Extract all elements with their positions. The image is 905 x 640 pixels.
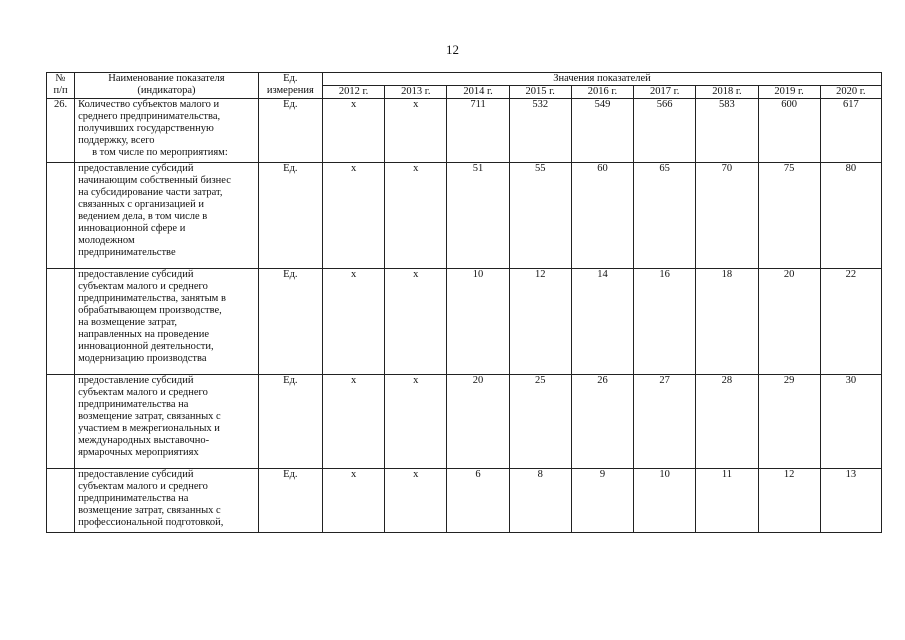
header-year: 2014 г.	[447, 86, 509, 99]
indicator-name	[75, 469, 259, 533]
indicator-name-line: молодежном	[78, 235, 135, 246]
value-cell: 75	[758, 163, 820, 269]
table-body	[47, 99, 882, 533]
value-cell: 10	[447, 269, 509, 375]
header-year: 2020 г.	[820, 86, 881, 99]
value-cell: х	[322, 163, 384, 269]
row-number	[47, 469, 75, 533]
value-cell: 10	[634, 469, 696, 533]
value-cell: 27	[634, 375, 696, 469]
indicator-name-line: ярмарочных мероприятиях	[78, 447, 199, 458]
value-cell: 51	[447, 163, 509, 269]
value-cell: 566	[634, 99, 696, 163]
unit-cell: Ед.	[258, 99, 322, 163]
value-cell: 8	[509, 469, 571, 533]
indicator-name-line: предоставление субсидий	[78, 269, 194, 280]
indicator-name-line: предпринимательстве	[78, 247, 176, 258]
indicator-name-line: обрабатывающем производстве,	[78, 305, 222, 316]
indicator-name-line: модернизацию производства	[78, 353, 207, 364]
value-cell: 20	[447, 375, 509, 469]
header-year: 2018 г.	[696, 86, 758, 99]
value-cell: 12	[758, 469, 820, 533]
indicator-name-line: среднего предпринимательства,	[78, 111, 221, 122]
row-number	[47, 375, 75, 469]
indicator-name-line: возмещение затрат, связанных с	[78, 411, 221, 422]
indicator-name	[75, 99, 259, 163]
value-cell: 11	[696, 469, 758, 533]
indicator-name-line: участием в межрегиональных и	[78, 423, 220, 434]
value-cell: х	[385, 163, 447, 269]
page-number: 12	[446, 42, 459, 57]
row-number	[47, 163, 75, 269]
header-year: 2015 г.	[509, 86, 571, 99]
indicator-name-sub: в том числе по мероприятиям:	[92, 147, 228, 158]
indicator-name	[75, 375, 259, 469]
value-cell: 18	[696, 269, 758, 375]
indicator-name-line: предоставление субсидий	[78, 469, 194, 480]
header-name: Наименование показателя (индикатора)	[75, 73, 259, 99]
table-row	[47, 269, 882, 375]
indicator-name-line: субъектам малого и среднего	[78, 281, 208, 292]
table-row	[47, 469, 882, 533]
unit-cell: Ед.	[258, 163, 322, 269]
indicator-name-line: на субсидирование части затрат,	[78, 187, 223, 198]
indicator-name-line: предпринимательства на	[78, 399, 189, 410]
value-cell: 20	[758, 269, 820, 375]
value-cell: 549	[571, 99, 633, 163]
value-cell: 70	[696, 163, 758, 269]
indicator-name	[75, 269, 259, 375]
value-cell: х	[385, 469, 447, 533]
unit-cell: Ед.	[258, 469, 322, 533]
header-year: 2017 г.	[634, 86, 696, 99]
value-cell: 583	[696, 99, 758, 163]
value-cell: х	[322, 269, 384, 375]
value-cell: 600	[758, 99, 820, 163]
indicator-name-line: возмещение затрат, связанных с	[78, 505, 221, 516]
indicator-name-line: Количество субъектов малого и	[78, 99, 220, 110]
indicator-name-line: начинающим собственный бизнес	[78, 175, 231, 186]
value-cell: 13	[820, 469, 881, 533]
value-cell: 28	[696, 375, 758, 469]
indicator-name-line: на возмещение затрат,	[78, 317, 178, 328]
value-cell: 22	[820, 269, 881, 375]
value-cell: 65	[634, 163, 696, 269]
indicator-name-line: ведением дела, в том числе в	[78, 211, 208, 222]
value-cell: 532	[509, 99, 571, 163]
indicator-name-line: предоставление субсидий	[78, 375, 194, 386]
value-cell: 55	[509, 163, 571, 269]
unit-cell: Ед.	[258, 269, 322, 375]
indicator-name-line: получивших государственную	[78, 123, 214, 134]
indicator-name-line: связанных с организацией и	[78, 199, 204, 210]
header-unit: Ед. измерения	[258, 73, 322, 99]
indicator-name-line: инновационной деятельности,	[78, 341, 214, 352]
header-num: № п/п	[47, 73, 75, 99]
indicator-name-line: предпринимательства, занятым в	[78, 293, 226, 304]
value-cell: 711	[447, 99, 509, 163]
indicator-name-line: инновационной сфере и	[78, 223, 186, 234]
header-year: 2013 г.	[385, 86, 447, 99]
value-cell: 25	[509, 375, 571, 469]
indicator-name	[75, 163, 259, 269]
value-cell: 30	[820, 375, 881, 469]
value-cell: 14	[571, 269, 633, 375]
value-cell: 29	[758, 375, 820, 469]
value-cell: 26	[571, 375, 633, 469]
value-cell: х	[385, 269, 447, 375]
value-cell: 6	[447, 469, 509, 533]
indicator-name-line: субъектам малого и среднего	[78, 387, 208, 398]
header-year: 2019 г.	[758, 86, 820, 99]
unit-cell: Ед.	[258, 375, 322, 469]
value-cell: х	[385, 99, 447, 163]
indicator-name-line: предпринимательства на	[78, 493, 189, 504]
value-cell: 617	[820, 99, 881, 163]
header-values-title: Значения показателей	[322, 73, 881, 86]
value-cell: х	[322, 375, 384, 469]
indicators-table	[46, 72, 882, 533]
value-cell: х	[322, 469, 384, 533]
value-cell: 16	[634, 269, 696, 375]
header-year: 2016 г.	[571, 86, 633, 99]
value-cell: 60	[571, 163, 633, 269]
table-row	[47, 375, 882, 469]
indicators-table-wrapper	[46, 72, 882, 533]
indicator-name-line: профессиональной подготовкой,	[78, 517, 224, 528]
table-row	[47, 99, 882, 163]
value-cell: 80	[820, 163, 881, 269]
value-cell: 12	[509, 269, 571, 375]
indicator-name-line: направленных на проведение	[78, 329, 209, 340]
indicator-name-line: поддержку, всего	[78, 135, 155, 146]
indicator-name-line: международных выставочно-	[78, 435, 210, 446]
table-row	[47, 163, 882, 269]
value-cell: х	[322, 99, 384, 163]
header-year: 2012 г.	[322, 86, 384, 99]
row-number: 26.	[47, 99, 75, 163]
row-number	[47, 269, 75, 375]
value-cell: х	[385, 375, 447, 469]
value-cell: 9	[571, 469, 633, 533]
indicator-name-line: субъектам малого и среднего	[78, 481, 208, 492]
indicator-name-line: предоставление субсидий	[78, 163, 194, 174]
